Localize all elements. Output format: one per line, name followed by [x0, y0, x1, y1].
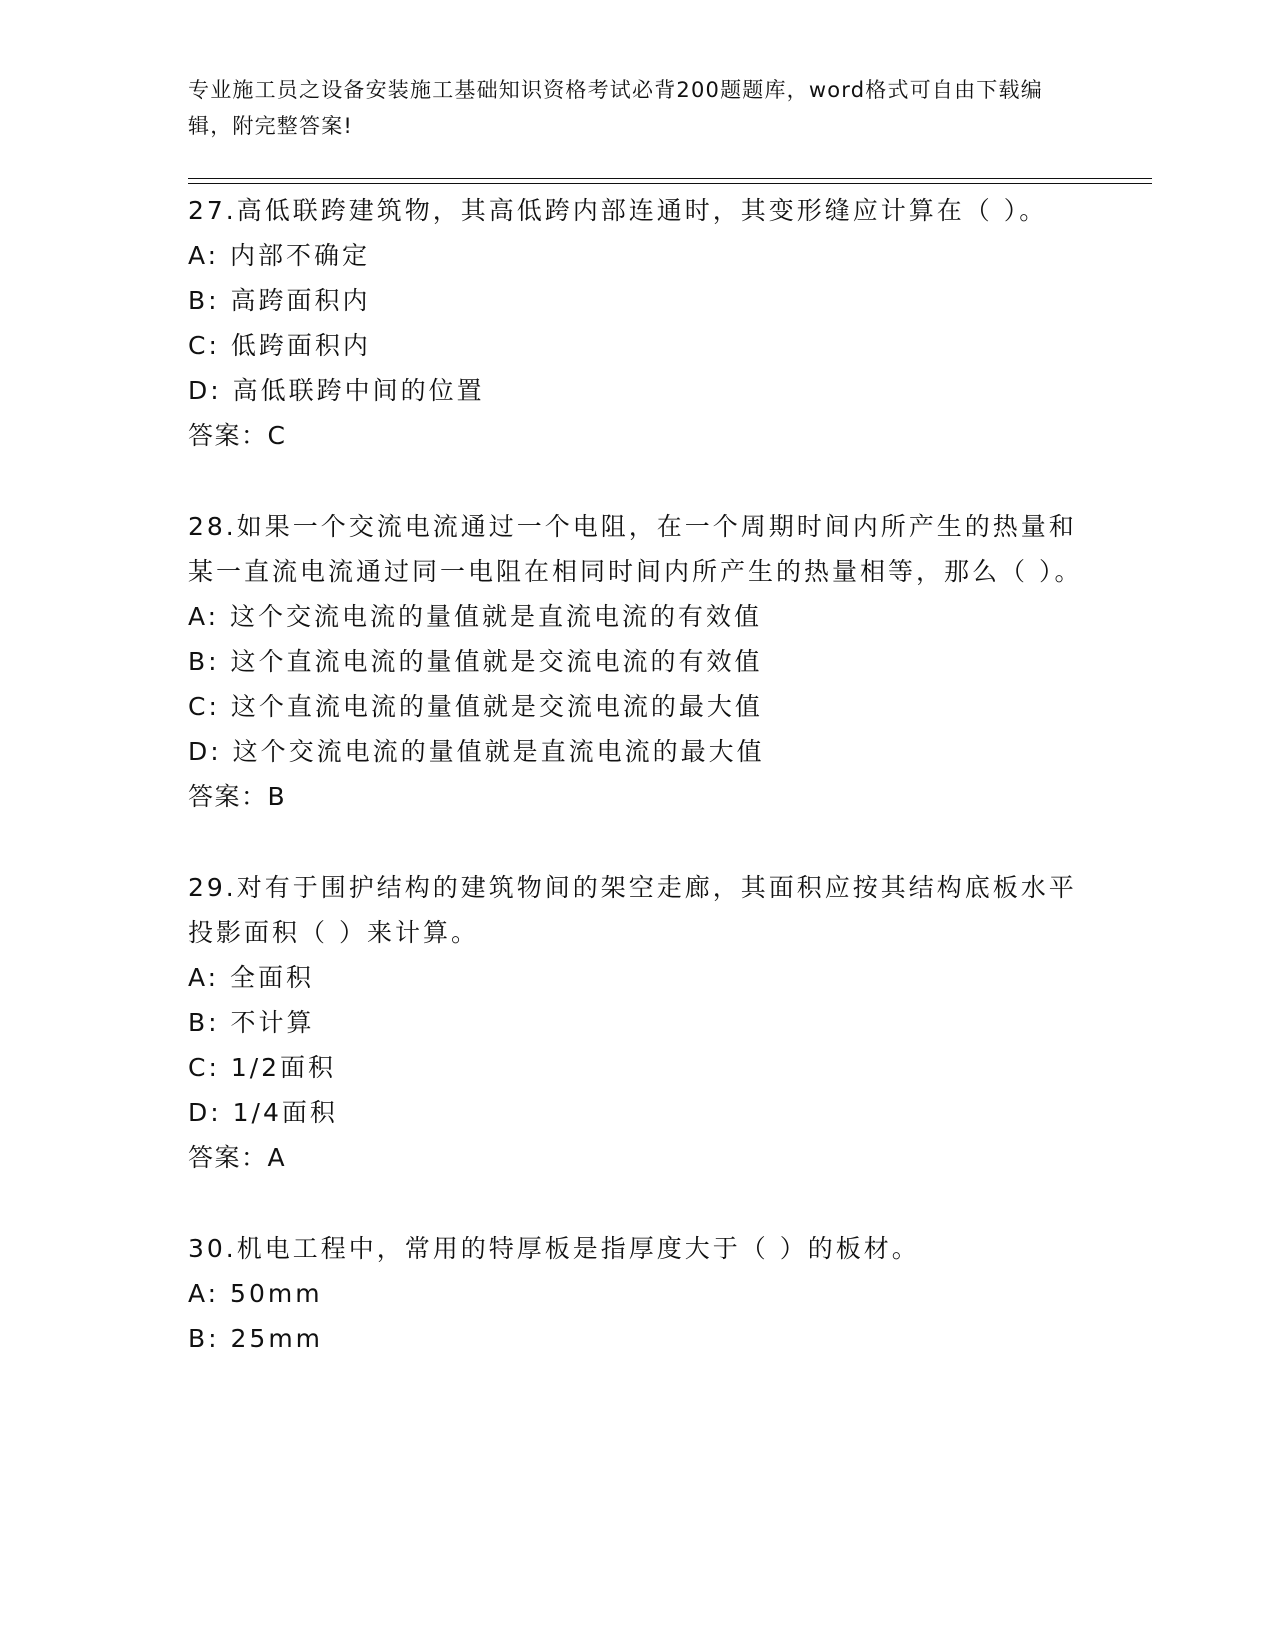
option-d: D: 高低联跨中间的位置 — [188, 376, 485, 405]
option-c: C: 1/2面积 — [188, 1053, 337, 1082]
question-text: 30.机电工程中，常用的特厚板是指厚度大于（ ）的板材。 — [188, 1234, 920, 1263]
question-list — [188, 188, 1088, 1407]
header-divider-bottom — [188, 183, 1152, 184]
option-b: B: 这个直流电流的量值就是交流电流的有效值 — [188, 647, 763, 676]
answer: 答案：A — [188, 1143, 287, 1172]
question-text: 29.对有于围护结构的建筑物间的架空走廊，其面积应按其结构底板水平投影面积（ ）来计算。 — [188, 873, 1077, 947]
option-a: A: 50mm — [188, 1279, 323, 1308]
option-d: D: 这个交流电流的量值就是直流电流的最大值 — [188, 737, 765, 766]
option-c: C: 低跨面积内 — [188, 331, 371, 360]
option-b: B: 25mm — [188, 1324, 324, 1353]
answer: 答案：C — [188, 421, 287, 450]
option-a: A: 全面积 — [188, 963, 315, 992]
question-29 — [188, 865, 1088, 1180]
answer: 答案：B — [188, 782, 287, 811]
option-c: C: 这个直流电流的量值就是交流电流的最大值 — [188, 692, 763, 721]
question-text: 27.高低联跨建筑物，其高低跨内部连通时，其变形缝应计算在（ ）。 — [188, 196, 1048, 225]
option-a: A: 这个交流电流的量值就是直流电流的有效值 — [188, 602, 763, 631]
option-b: B: 高跨面积内 — [188, 286, 371, 315]
question-27 — [188, 188, 1088, 458]
header-divider-top — [188, 178, 1152, 179]
question-text: 28.如果一个交流电流通过一个电阻，在一个周期时间内所产生的热量和某一直流电流通过同一电阻在相同时间内所产生的热量相等，那么（ ）。 — [188, 512, 1083, 586]
document-header: 专业施工员之设备安装施工基础知识资格考试必背200题题库，word格式可自由下载编辑，附完整答案! — [188, 78, 1043, 138]
question-28 — [188, 504, 1088, 819]
question-30 — [188, 1226, 1088, 1361]
option-b: B: 不计算 — [188, 1008, 315, 1037]
option-d: D: 1/4面积 — [188, 1098, 338, 1127]
option-a: A: 内部不确定 — [188, 241, 371, 270]
